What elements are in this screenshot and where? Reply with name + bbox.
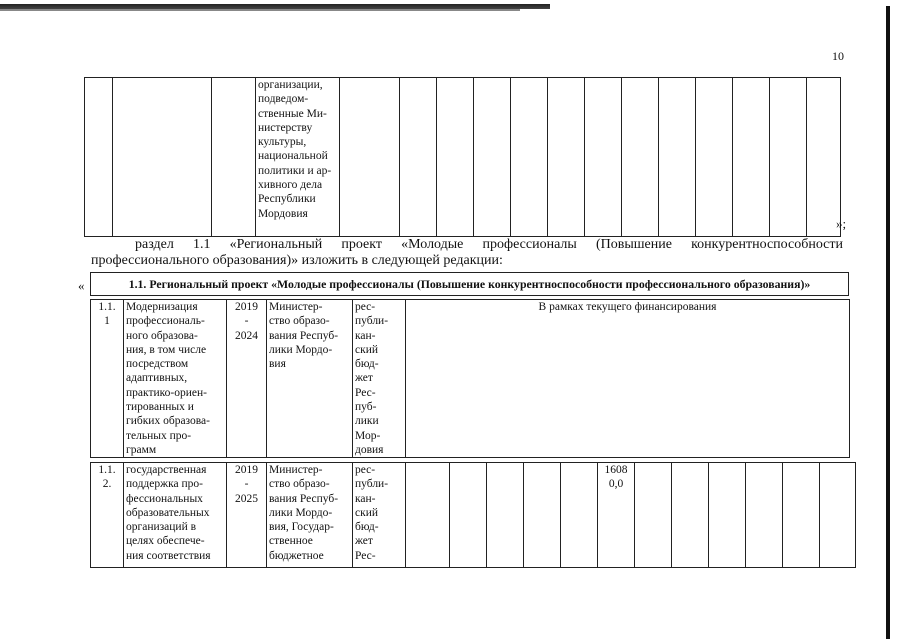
amount-cell: 1608 0,0: [598, 463, 635, 568]
section-title-table: [90, 272, 849, 296]
table-row: [91, 273, 849, 296]
table-row: [91, 463, 856, 568]
financing-note: В рамках текущего финансирования: [406, 300, 850, 458]
page-number: 10: [832, 49, 844, 63]
executor: Министер- ство образо- вания Респуб- лики Мордо- вия: [267, 300, 353, 458]
section-title: 1.1. Региональный проект «Молодые профессионалы (Повышение конкурентноспособности профессионального образования)»: [91, 273, 849, 296]
period: 2019 - 2024: [227, 300, 267, 458]
project-row-table-2: [90, 462, 856, 568]
paragraph-line-1: раздел 1.1 «Региональный проект «Молодые профессионалы (Повышение конкурентноспособности: [135, 237, 843, 252]
executor: Министер- ство образо- вания Респуб- лики Мордо- вия, Государ- ственное бюджетное: [267, 463, 353, 568]
continuation-table: [84, 77, 841, 237]
closing-quote: »;: [836, 216, 847, 231]
scan-edge-right: [886, 6, 890, 639]
paragraph-line-2: профессионального образования)» изложить в следующей редакции:: [91, 253, 503, 268]
period: 2019 - 2025: [227, 463, 267, 568]
funding-source: рес- публи- кан- ский бюд- жет Рес- пуб- лики Мор- довия: [353, 300, 406, 458]
activity-name: Модернизация профессиональ- ного образова- ния, в том числе посредством адаптивных, практико-ориен- тированных и гибких образова- тельных про- грамм: [124, 300, 227, 458]
organization-cell: организации, подведом- ственные Ми- нистерству культуры, национальной политики и ар- хивного дела Республики Мордовия: [256, 78, 340, 237]
opening-quote: «: [78, 278, 85, 293]
scan-edge-top-shadow: [0, 9, 520, 11]
amendment-paragraph: [91, 237, 843, 269]
table-row: [85, 78, 841, 237]
project-row-table-1: [90, 299, 850, 458]
row-number: 1.1. 2.: [91, 463, 124, 568]
activity-name: государственная поддержка про- фессиональных образовательных организаций в целях обеспече- ния соответствия: [124, 463, 227, 568]
table-row: [91, 300, 850, 458]
funding-source: рес- публи- кан- ский бюд- жет Рес-: [353, 463, 406, 568]
row-number: 1.1. 1: [91, 300, 124, 458]
